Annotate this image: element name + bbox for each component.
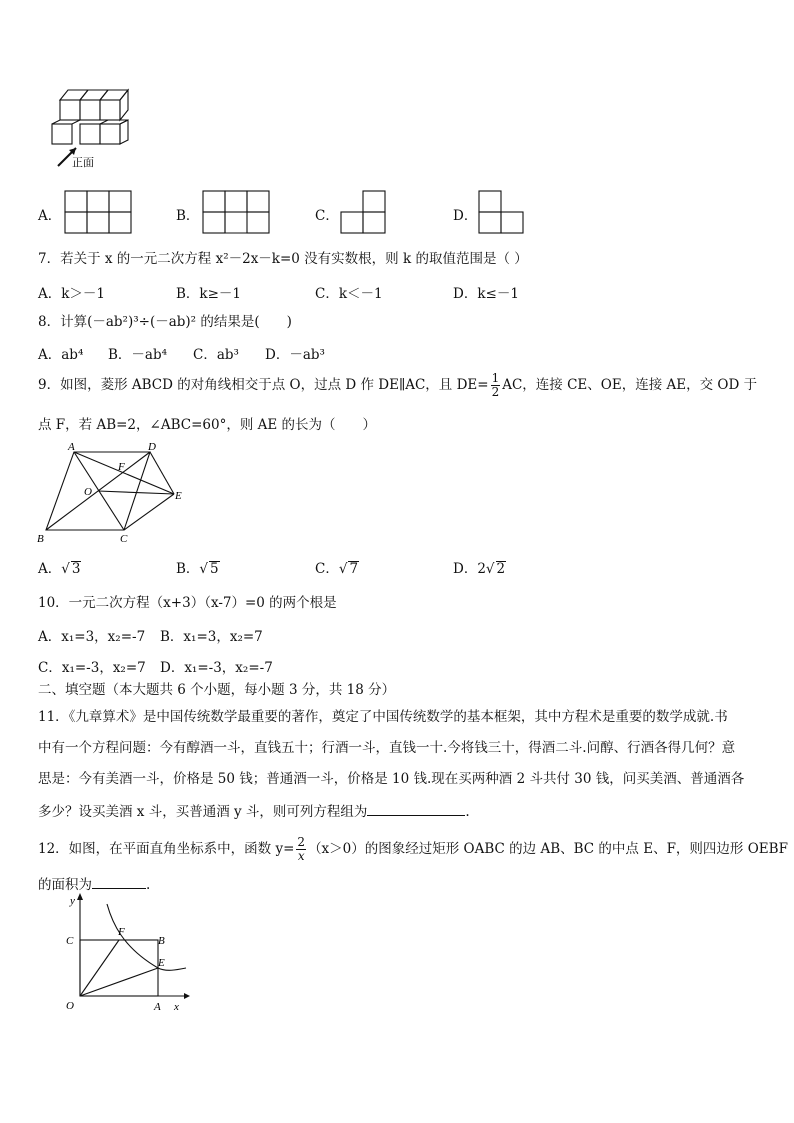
q12-stem-line2 bbox=[38, 874, 150, 894]
q10-option-c: C．x₁=-3，x₂=7 bbox=[38, 660, 146, 676]
q6-option-b-label: B． bbox=[176, 208, 200, 224]
q11-line4 bbox=[38, 801, 470, 821]
rhombus-label-f: F bbox=[118, 461, 125, 473]
q9-option-b-prefix: B． bbox=[176, 561, 200, 577]
q12-stem-line1 bbox=[38, 836, 788, 863]
q9-fraction bbox=[491, 372, 501, 399]
q11-end: . bbox=[465, 804, 470, 820]
q6-option-d-figure bbox=[478, 190, 524, 234]
q12-answer-blank[interactable] bbox=[92, 874, 146, 889]
q9-stem-b: AC，连接 CE、OE，连接 AE，交 OD 于 bbox=[502, 377, 758, 393]
q9-option-a-prefix: A． bbox=[38, 561, 62, 577]
q10-stem: 10．一元二次方程（x+3）（x-7）=0 的两个根是 bbox=[38, 595, 337, 611]
q9-option-d-coef: 2 bbox=[477, 561, 486, 577]
q8-option-a: A．ab⁴ bbox=[38, 347, 84, 363]
rhombus-figure bbox=[36, 442, 186, 546]
q11-line2: 中有一个方程问题：今有醇酒一斗，直钱五十；行酒一斗，直钱一十.今将钱三十，得酒二斗.问醇、行酒各得几何？意 bbox=[38, 740, 736, 756]
q6-option-a-label: A． bbox=[38, 208, 62, 224]
q9-stem-c: 点 F，若 AB=2，∠ABC=60°，则 AE 的长为（ ） bbox=[38, 417, 377, 433]
q10-option-d: D．x₁=-3，x₂=-7 bbox=[160, 660, 273, 676]
q6-option-d-label: D． bbox=[453, 208, 478, 224]
q9-option-a: A．√ 3 bbox=[38, 561, 81, 577]
q8-option-d: D．－ab³ bbox=[265, 347, 325, 363]
axis-label-y: y bbox=[70, 895, 75, 907]
axis-label-x: x bbox=[174, 1001, 179, 1013]
q12-stem-b: （x＞0）的图象经过矩形 OABC 的边 AB、BC 的中点 E、F，则四边形 OEBF bbox=[308, 841, 788, 857]
q6-option-b-figure bbox=[202, 190, 270, 234]
q6-option-a-figure bbox=[64, 190, 132, 234]
point-label-a: A bbox=[154, 1001, 161, 1013]
rhombus-label-c: C bbox=[120, 533, 128, 545]
point-label-e: E bbox=[158, 957, 165, 969]
q9-option-b: B．√ 5 bbox=[176, 561, 219, 577]
q12-fraction-numerator: 2 bbox=[297, 835, 306, 849]
q12-stem-c: 的面积为 bbox=[38, 877, 92, 893]
coordinate-figure bbox=[58, 892, 198, 1016]
q9-fraction-denominator: 2 bbox=[491, 385, 500, 399]
q11-line4-text: 多少？设买美酒 x 斗，买普通酒 y 斗，则可列方程组为 bbox=[38, 804, 368, 820]
cube-stack-figure bbox=[40, 82, 150, 176]
q9-option-c-radicand: 7 bbox=[349, 561, 359, 577]
q12-fraction bbox=[296, 836, 306, 863]
q6-option-c-label: C． bbox=[315, 208, 339, 224]
point-label-o: O bbox=[66, 1000, 74, 1012]
point-label-b: B bbox=[158, 935, 165, 947]
q9-option-c: C．√ 7 bbox=[315, 561, 359, 577]
q8-stem: 8．计算(－ab²)³÷(－ab)² 的结果是( ) bbox=[38, 314, 292, 330]
point-label-c: C bbox=[66, 935, 74, 947]
q11-answer-blank[interactable] bbox=[367, 801, 465, 816]
rhombus-label-a: A bbox=[68, 442, 75, 453]
q9-option-a-radicand: 3 bbox=[71, 561, 81, 577]
q11-line3: 思是：今有美酒一斗，价格是 50 钱；普通酒一斗，价格是 10 钱.现在买两种酒 2 斗共付 30 钱，问买美酒、普通酒各 bbox=[38, 771, 745, 787]
q10-option-a: A．x₁=3，x₂=-7 bbox=[38, 629, 146, 645]
q7-option-d: D．k≤－1 bbox=[453, 286, 519, 302]
q9-option-d-radicand: 2 bbox=[496, 561, 506, 577]
q9-stem-line1 bbox=[38, 372, 757, 399]
q11-line1: 11．《九章算术》是中国传统数学最重要的著作，奠定了中国传统数学的基本框架，其中方程术是重要的数学成就.书 bbox=[38, 709, 728, 725]
rhombus-label-o: O bbox=[84, 486, 92, 498]
q9-option-d-prefix: D． bbox=[453, 561, 478, 577]
rhombus-label-e: E bbox=[175, 490, 182, 502]
point-label-f: F bbox=[118, 926, 125, 938]
q12-end: . bbox=[146, 877, 151, 893]
q8-option-c: C．ab³ bbox=[193, 347, 239, 363]
q9-fraction-numerator: 1 bbox=[491, 371, 500, 385]
q9-option-b-radicand: 5 bbox=[210, 561, 219, 577]
q9-option-c-prefix: C． bbox=[315, 561, 339, 577]
q7-stem: 7．若关于 x 的一元二次方程 x²－2x－k=0 没有实数根，则 k 的取值范围是（ ） bbox=[38, 251, 528, 267]
q12-fraction-denominator: x bbox=[297, 849, 305, 863]
section-2-heading: 二、填空题（本大题共 6 个小题，每小题 3 分，共 18 分） bbox=[38, 682, 396, 698]
rhombus-label-d: D bbox=[148, 442, 156, 453]
front-label: 正面 bbox=[72, 157, 94, 169]
q9-option-d: D．2√ 2 bbox=[453, 561, 506, 577]
rhombus-label-b: B bbox=[37, 533, 44, 545]
q7-option-b: B．k≥－1 bbox=[176, 286, 242, 302]
q8-option-b: B．－ab⁴ bbox=[108, 347, 168, 363]
q9-stem-a: 9．如图，菱形 ABCD 的对角线相交于点 O，过点 D 作 DE∥AC，且 DE= bbox=[38, 377, 489, 393]
q7-option-a: A．k＞－1 bbox=[38, 286, 106, 302]
q6-option-c-figure bbox=[340, 190, 386, 234]
q12-stem-a: 12．如图，在平面直角坐标系中，函数 y= bbox=[38, 841, 295, 857]
q10-option-b: B．x₁=3，x₂=7 bbox=[160, 629, 263, 645]
q7-option-c: C．k＜－1 bbox=[315, 286, 383, 302]
